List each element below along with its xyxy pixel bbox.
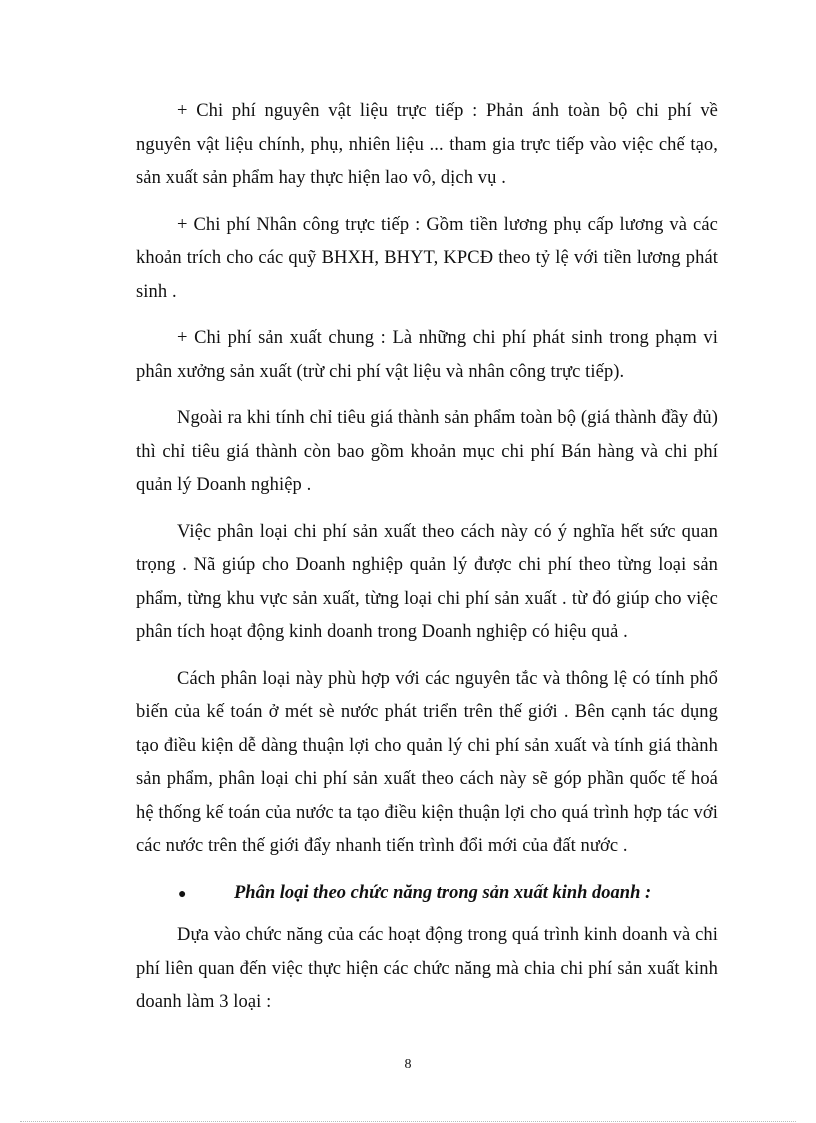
paragraph-international-practice: Cách phân loại này phù hợp với các nguyên tắc và thông lệ có tính phổ biến của kế toán ở mét sè nước phát triển trên thế giới . Bên cạnh tác dụng tạo điều kiện dễ dàng thuận lợi cho quản lý chi phí sản xuất và tính giá thành sản phẩm, phân loại chi phí sản xuất theo cách này sẽ góp phần quốc tế hoá hệ thống kế toán của nước ta tạo điều kiện thuận lợi cho quá trình hợp tác với các nước trên thế giới đẩy nhanh tiến trình đổi mới của đất nước . (136, 668, 718, 856)
paragraph-full-cost: Ngoài ra khi tính chỉ tiêu giá thành sản phẩm toàn bộ (giá thành đầy đủ) thì chỉ tiêu giá thành còn bao gồm khoản mục chi phí Bán hàng và chi phí quản lý Doanh nghiệp . (136, 408, 718, 495)
footer-divider (20, 1121, 796, 1122)
bullet-heading (136, 877, 718, 912)
paragraph-overhead: + Chi phí sản xuất chung : Là những chi phí phát sinh trong phạm vi phân xưởng sản xuất (trừ chi phí vật liệu và nhân công trực tiếp). (136, 328, 718, 382)
document-page (136, 95, 718, 1033)
bullet-dot-icon: ● (178, 886, 187, 902)
paragraph-direct-materials: + Chi phí nguyên vật liệu trực tiếp : Phản ánh toàn bộ chi phí về nguyên vật liệu chính, phụ, nhiên liệu ... tham gia trực tiếp vào việc chế tạo, sản xuất sản phẩm hay thực hiện lao vô, dịch vụ . (136, 101, 718, 188)
bullet-heading-text: Phân loại theo chức năng trong sản xuất kinh doanh : (234, 882, 652, 903)
paragraph-significance: Việc phân loại chi phí sản xuất theo cách này có ý nghĩa hết sức quan trọng . Nã giúp cho Doanh nghiệp quản lý được chi phí theo từng loại sản phẩm, từng khu vực sản xuất, từng loại chi phí sản xuất . từ đó giúp cho việc phân tích hoạt động kinh doanh trong Doanh nghiệp có hiệu quả . (136, 521, 718, 642)
paragraph-direct-labor: + Chi phí Nhân công trực tiếp : Gồm tiền lương phụ cấp lương và các khoản trích cho các quỹ BHXH, BHYT, KPCĐ theo tỷ lệ với tiền lương phát sinh . (136, 214, 718, 302)
page-number: 8 (404, 1057, 412, 1072)
paragraph-function-classification: Dựa vào chức năng của các hoạt động trong quá trình kinh doanh và chi phí liên quan đến việc thực hiện các chức năng mà chia chi phí sản xuất kinh doanh làm 3 loại : (136, 925, 718, 1012)
